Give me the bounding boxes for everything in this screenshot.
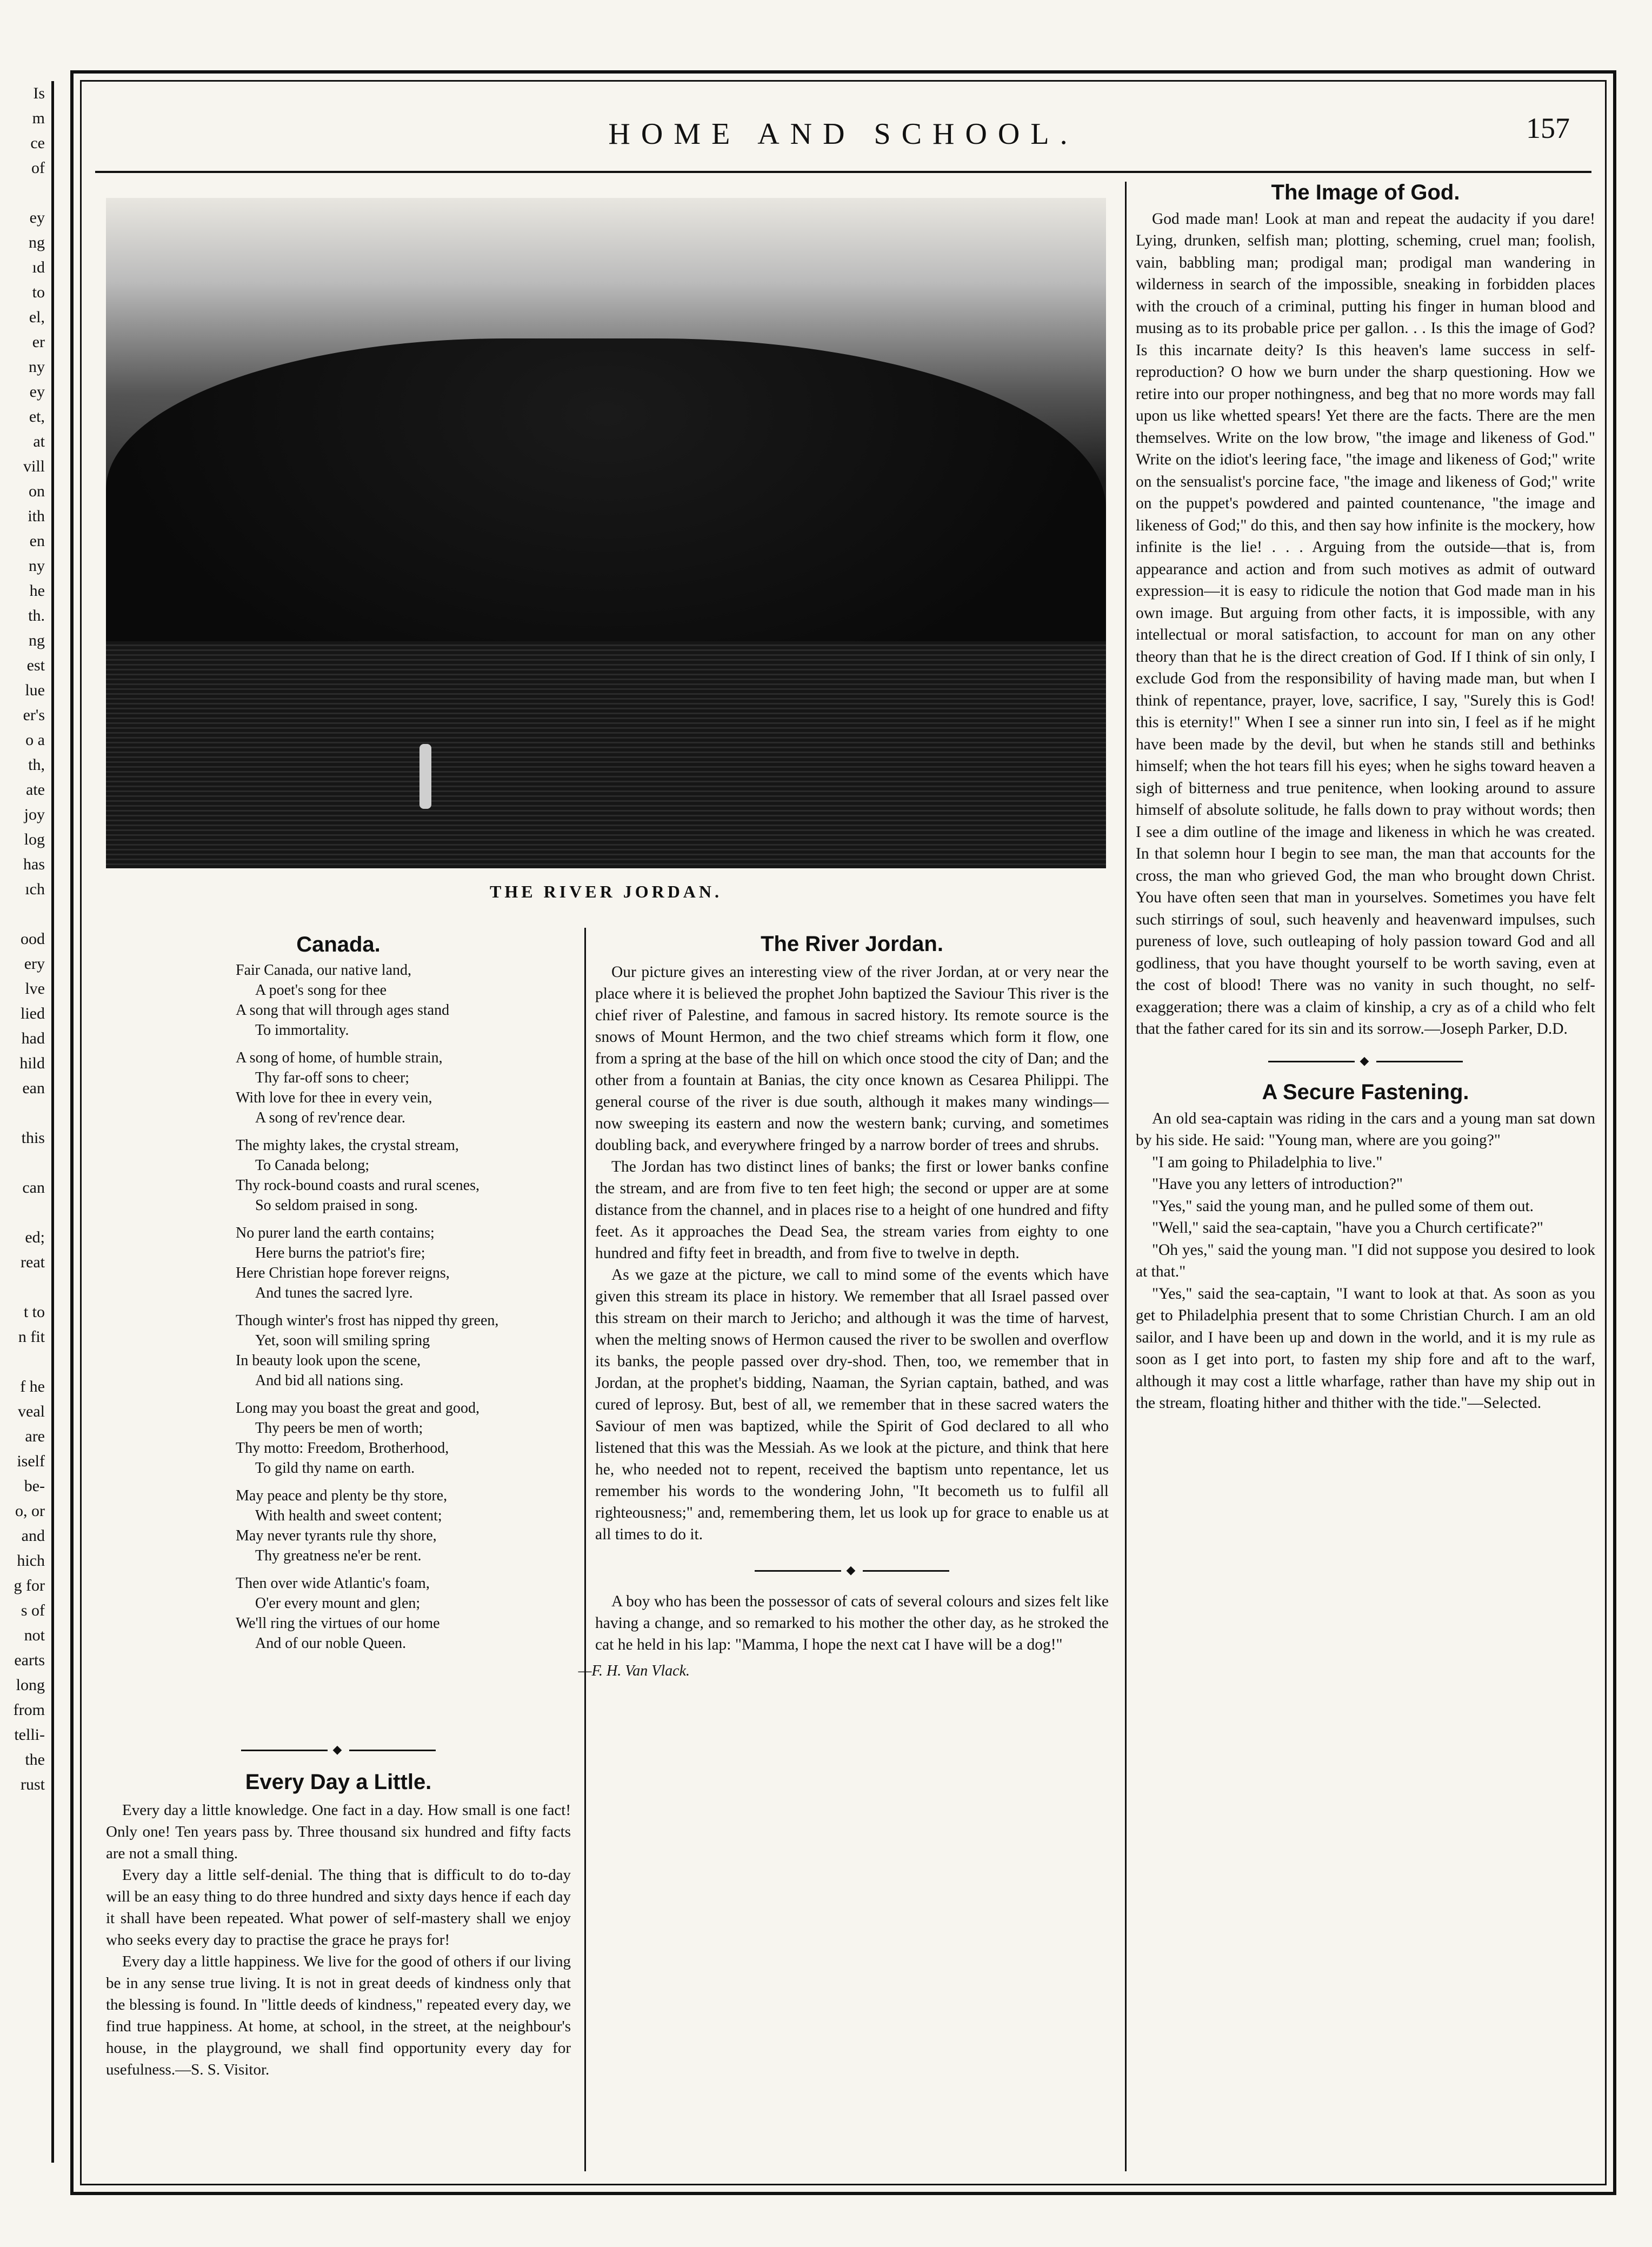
poem-line: Thy far-off sons to cheer;	[255, 1069, 410, 1086]
paragraph: Our picture gives an interesting view of the river Jordan, at or very near the place where it is believed the prophet John baptized the Saviour This river is the chief river of Palestine, and famous in sacred history. Its remote source is the snows of Mount Hermon, and the two chief streams which form it flow, one from a spring at the base of the hill on which once stood the city of Dan; and the other from a fountain at Banias, the city once known as Cesarea Philippi. The general course of the river is due south, although it makes many windings—now sweeping its eastern and now the western bank; curving, and sometimes doubling back, and everywhere fringed by a narrow border of trees and shrubs.	[595, 963, 1109, 1154]
secure-fastening-title: A Secure Fastening.	[1262, 1080, 1469, 1104]
poem-line: To Canada belong;	[255, 1157, 370, 1174]
margin-fragment: ny	[29, 557, 45, 575]
margin-fragment: from	[13, 1701, 45, 1719]
poem-line: May never tyrants rule thy shore,	[236, 1527, 437, 1544]
poem-line: Thy greatness ne'er be rent.	[255, 1547, 422, 1564]
poem-line: Fair Canada, our native land,	[236, 962, 412, 979]
margin-fragment: joy	[24, 806, 45, 823]
every-day-title: Every Day a Little.	[245, 1770, 432, 1794]
margin-fragment: t to	[23, 1303, 45, 1321]
figure-caption: THE RIVER JORDAN.	[489, 882, 723, 901]
margin-fragment: ıd	[32, 258, 45, 276]
paragraph: The Jordan has two distinct lines of banks; the first or lower banks confine the stream, and are from five to ten feet high; the second or upper are at some distance from the channel, and in places rise to a height of one hundred and fifty feet. As it approaches the Dead Sea, the stream varies from eighty to one hundred and fifty feet in breadth, and from five to twelve in depth.	[595, 1158, 1109, 1262]
canada-title: Canada.	[296, 933, 381, 956]
margin-fragment: th,	[28, 756, 45, 774]
poem-line: We'll ring the virtues of our home	[236, 1615, 440, 1632]
paragraph: Every day a little knowledge. One fact in a day. How small is one fact! Only one! Ten years pass by. Three thousand six hundred and fifty facts are not a small thing.	[106, 1801, 571, 1862]
margin-fragment: not	[24, 1626, 45, 1644]
margin-fragment: at	[33, 433, 45, 450]
margin-fragment: veal	[18, 1402, 45, 1420]
margin-fragment: had	[21, 1029, 45, 1047]
poem-line: So seldom praised in song.	[255, 1197, 418, 1214]
ornament-divider: ◆	[106, 1738, 571, 1761]
margin-fragment: to	[32, 283, 45, 301]
margin-fragment: ce	[30, 134, 45, 152]
secure-fastening-body	[1136, 1108, 1595, 1414]
poem-line: Then over wide Atlantic's foam,	[236, 1575, 430, 1592]
margin-fragment: ith	[28, 507, 45, 525]
margin-fragment: reat	[21, 1253, 45, 1271]
paragraph: "I am going to Philadelphia to live."	[1152, 1153, 1383, 1171]
margin-fragment: on	[29, 482, 45, 500]
margin-fragment: telli-	[14, 1726, 45, 1744]
margin-fragment: o, or	[15, 1502, 45, 1520]
margin-fragment: are	[25, 1427, 45, 1445]
margin-fragment: en	[29, 532, 45, 550]
margin-fragment: n fit	[18, 1328, 45, 1346]
margin-fragment: can	[22, 1179, 45, 1196]
adjacent-page-fragment	[0, 81, 54, 2163]
margin-fragment: est	[26, 656, 45, 674]
poem-line: Yet, soon will smiling spring	[255, 1332, 430, 1349]
poem-line: With health and sweet content;	[255, 1507, 442, 1524]
margin-fragment	[0, 1200, 51, 1225]
poem-line: A song of home, of humble strain,	[236, 1049, 443, 1066]
margin-fragment: ıch	[25, 880, 45, 898]
poem-line: Thy peers be men of worth;	[255, 1420, 423, 1437]
poem-line: And tunes the sacred lyre.	[255, 1285, 413, 1301]
header-rule	[95, 171, 1591, 173]
paragraph: Every day a little self-denial. The thing that is difficult to do to-day will be an easy thing to do three hundred and sixty days hence if each day it shall have been repeated. What power of self-mastery shall we enjoy who seeks every day to practise the grace he prays for!	[106, 1866, 571, 1949]
river-jordan-body	[595, 961, 1109, 1545]
boy-note: A boy who has been the possessor of cats of several colours and sizes felt like having a change, and so remarked to his mother the other day, as he stroked the cat he held in his lap: "Mamma, I hope the next cat I have will be a dog!"	[595, 1593, 1109, 1653]
margin-fragment: and	[21, 1527, 45, 1545]
every-day-body	[106, 1799, 571, 2080]
poem-line: A song of rev'rence dear.	[255, 1109, 405, 1126]
poem-line: With love for thee in every vein,	[236, 1089, 432, 1106]
river-jordan-engraving	[106, 198, 1106, 868]
every-day-article	[106, 1728, 571, 2080]
margin-fragment: ood	[21, 930, 45, 948]
margin-fragment: ng	[29, 631, 45, 649]
margin-fragment	[0, 181, 51, 205]
margin-fragment: er	[32, 333, 45, 351]
margin-fragment: f he	[20, 1378, 45, 1395]
margin-fragment: the	[25, 1751, 45, 1769]
newspaper-page	[70, 70, 1616, 2195]
margin-fragment: hich	[17, 1552, 45, 1570]
river-jordan-article	[595, 933, 1109, 1656]
margin-fragment: el,	[29, 308, 45, 326]
margin-fragment: lue	[25, 681, 45, 699]
poem-line: Long may you boast the great and good,	[236, 1400, 480, 1417]
column-left	[106, 933, 571, 956]
engraving-figure	[419, 744, 431, 809]
ornament-divider: ◆	[1136, 1050, 1595, 1072]
margin-fragment	[0, 1275, 51, 1300]
margin-fragment: ng	[29, 234, 45, 251]
paragraph: Every day a little happiness. We live for the good of others if our living be in any sense true living. It is not in great deeds of kindness only that the blessing is found. In "little deeds of kindness," repeated every day, we find true happiness. At home, at school, in the street, at the neighbour's house, in the playground, we shall find opportunity every day for usefulness.—S. S. Visitor.	[106, 1953, 571, 2078]
margin-fragment: lied	[21, 1005, 45, 1022]
image-of-god-body: God made man! Look at man and repeat the audacity if you dare! Lying, drunken, selfish man; plotting, scheming, cruel man; foolish, vain, babbling man; prodigal man; prodigal man wandering in wilderness in search of the impossible, sneaking in forbidden places with the crouch of a criminal, putting his finger in human blood and musing as to its probable price per gallon. . . Is this the image of God? Is this incarnate deity? Is this heaven's lame success in self-reproduction? O how we burn under the sharp questioning. How we retire into our proper nothingness, and beg that no more words may fall upon us like whetted spears! Yet there are the facts. There are the men themselves. Write on the low brow, "the image and likeness of God." Write on the idiot's leering face, "the image and likeness of God;" write on the sensualist's porcine face, "the image and likeness of God;" write on the puppet's powdered and painted countenance, "the image and likeness of God;" do this, and then say how infinite is the mockery, how infinite is the lie! . . . Arguing from the outside—that is, from appearance and action and from such motives as admit of outward expression—it is easy to ridicule the notion that God made man in his own image. But arguing from other facts, it is impossible, with any intellectual or moral satisfaction, to account for man on any other theory than that he is the direct creation of God. If I think of sin only, I exclude God from the responsibility of having made man, but when I think of repentance, prayer, love, sacrifice, I say, "Surely this is God! this is eternity!" When I see a sinner run into sin, I feel as if he might have been made by the devil, but when he stands still and bethinks himself; when the hot tears fill his eyes; when he sighs toward heaven a sigh of bitterness and true penitence, when looking around to assure himself of absolute solitude, he falls down to pray without words; then I see a dim outline of the image and likeness in which he was created. In that solemn hour I begin to see man, the man that accounts for the cross, the man who grieved God, the man who brought down Christ. You have often seen that man in yourselves. Sometimes you have felt such stirrings of soul, such heavenly and heavenward impulses, such pureness of love, such outleaping of holy passion toward God and all godliness, that you have thought yourself to be worth saving, even at the cost of blood! There was no vanity in such thought, no self-exaggeration; there was a claim of kinship, a cry as of a child who felt that the father cared for its sin and its sorrow.—Joseph Parker, D.D.	[1136, 210, 1595, 1038]
margin-fragment	[0, 1349, 51, 1374]
image-of-god-article	[1136, 182, 1595, 1414]
margin-fragment: hild	[19, 1054, 45, 1072]
margin-fragment	[0, 1101, 51, 1126]
page-header	[95, 95, 1591, 176]
margin-fragment: ey	[29, 209, 45, 227]
poem-attribution: —F. H. Van Vlack.	[578, 1663, 690, 1679]
margin-fragment	[0, 902, 51, 927]
river-jordan-title: The River Jordan.	[761, 932, 943, 956]
poem-line: No purer land the earth contains;	[236, 1225, 435, 1241]
margin-fragment: rust	[21, 1776, 45, 1793]
poem-line: Here Christian hope forever reigns,	[236, 1265, 450, 1281]
margin-fragment: Is	[33, 84, 45, 102]
margin-fragment: iself	[17, 1452, 45, 1470]
image-of-god-title: The Image of God.	[1271, 181, 1460, 204]
paragraph: "Well," said the sea-captain, "have you a Church certificate?"	[1152, 1219, 1543, 1236]
margin-fragment: er's	[23, 706, 45, 724]
paragraph: "Oh yes," said the young man. "I did not suppose you desired to look at that."	[1136, 1241, 1595, 1280]
poem-line: And of our noble Queen.	[255, 1635, 407, 1652]
poem-line: Thy motto: Freedom, Brotherhood,	[236, 1440, 449, 1457]
margin-fragment: et,	[29, 408, 45, 426]
margin-fragment: ey	[29, 383, 45, 401]
page-number: 157	[1526, 112, 1570, 144]
paragraph: An old sea-captain was riding in the cars and a young man sat down by his side. He said: "Young man, where are you going?"	[1136, 1109, 1595, 1149]
paragraph: "Yes," said the sea-captain, "I want to look at that. As soon as you get to Philadelphia present that to some Christian Church. I am an old sailor, and I have been up and down in the world, and it is my rule as soon as I get into port, to fasten my ship fore and aft to the warf, although it may cost a little wharfage, rather than have my ship out in the stream, floating hither and thither with the tide."—Selected.	[1136, 1285, 1595, 1412]
poem-line: A poet's song for thee	[255, 982, 387, 999]
poem-line: O'er every mount and glen;	[255, 1595, 421, 1612]
ornament-divider: ◆	[595, 1559, 1109, 1581]
poem-line: A song that will through ages stand	[236, 1002, 450, 1019]
margin-fragment: long	[16, 1676, 45, 1694]
poem-line: Thy rock-bound coasts and rural scenes,	[236, 1177, 479, 1194]
poem-line: The mighty lakes, the crystal stream,	[236, 1137, 459, 1154]
margin-fragment: ean	[22, 1079, 45, 1097]
engraving-water	[106, 641, 1106, 868]
margin-fragment: be-	[24, 1477, 45, 1495]
margin-fragment: this	[21, 1129, 45, 1147]
paragraph: "Yes," said the young man, and he pulled some of them out.	[1152, 1197, 1534, 1215]
margin-fragment: vill	[23, 457, 45, 475]
margin-fragment: lve	[25, 980, 45, 998]
margin-fragment: m	[32, 109, 45, 127]
poem-line: Here burns the patriot's fire;	[255, 1245, 425, 1261]
poem-line: And bid all nations sing.	[255, 1372, 404, 1389]
margin-fragment: s of	[21, 1601, 45, 1619]
poem-line: May peace and plenty be thy store,	[236, 1487, 448, 1504]
poem-line: In beauty look upon the scene,	[236, 1352, 421, 1369]
margin-fragment	[0, 1151, 51, 1175]
poem-line: To immortality.	[255, 1022, 349, 1039]
margin-fragment: ed;	[25, 1228, 45, 1246]
paragraph: As we gaze at the picture, we call to mind some of the events which have given this stream its place in history. We remember that all Israel passed over this stream on their march to Jericho; and although it was the time of harvest, when the melting snows of Hermon caused the river to be swollen and overflow its banks, the people passed over dry-shod. Then, too, we remember that in Jordan, at the prophet's bidding, Naaman, the Syrian captain, bathed, and was cured of leprosy. But, best of all, we remember that in these sacred waters the Saviour of men was baptized, while the Spirit of God declared to all who listened that this was the Messiah. As we look at the picture, and think that here he, who needed not to repent, received the baptism unto repentance, let us remember his words to the wondering John, "It becometh us to fulfil all righteousness;" and, remembering them, let us look up for grace to enable us at all times to do it.	[595, 1266, 1109, 1543]
margin-fragment: he	[29, 582, 45, 600]
masthead-title: HOME AND SCHOOL.	[608, 117, 1078, 151]
poem-line: Though winter's frost has nipped thy green,	[236, 1312, 499, 1329]
paragraph: "Have you any letters of introduction?"	[1152, 1175, 1403, 1193]
margin-fragment: earts	[14, 1651, 45, 1669]
margin-fragment: log	[24, 830, 45, 848]
margin-fragment: g for	[14, 1577, 45, 1594]
margin-fragment: ery	[24, 955, 45, 973]
poem-line: To gild thy name on earth.	[255, 1460, 415, 1477]
margin-fragment: ate	[26, 781, 45, 799]
margin-fragment: th.	[28, 607, 45, 624]
margin-fragment: o a	[25, 731, 45, 749]
margin-fragment: has	[23, 855, 45, 873]
margin-fragment: of	[31, 159, 45, 177]
margin-fragment: ny	[29, 358, 45, 376]
column-divider-right	[1125, 182, 1127, 2171]
